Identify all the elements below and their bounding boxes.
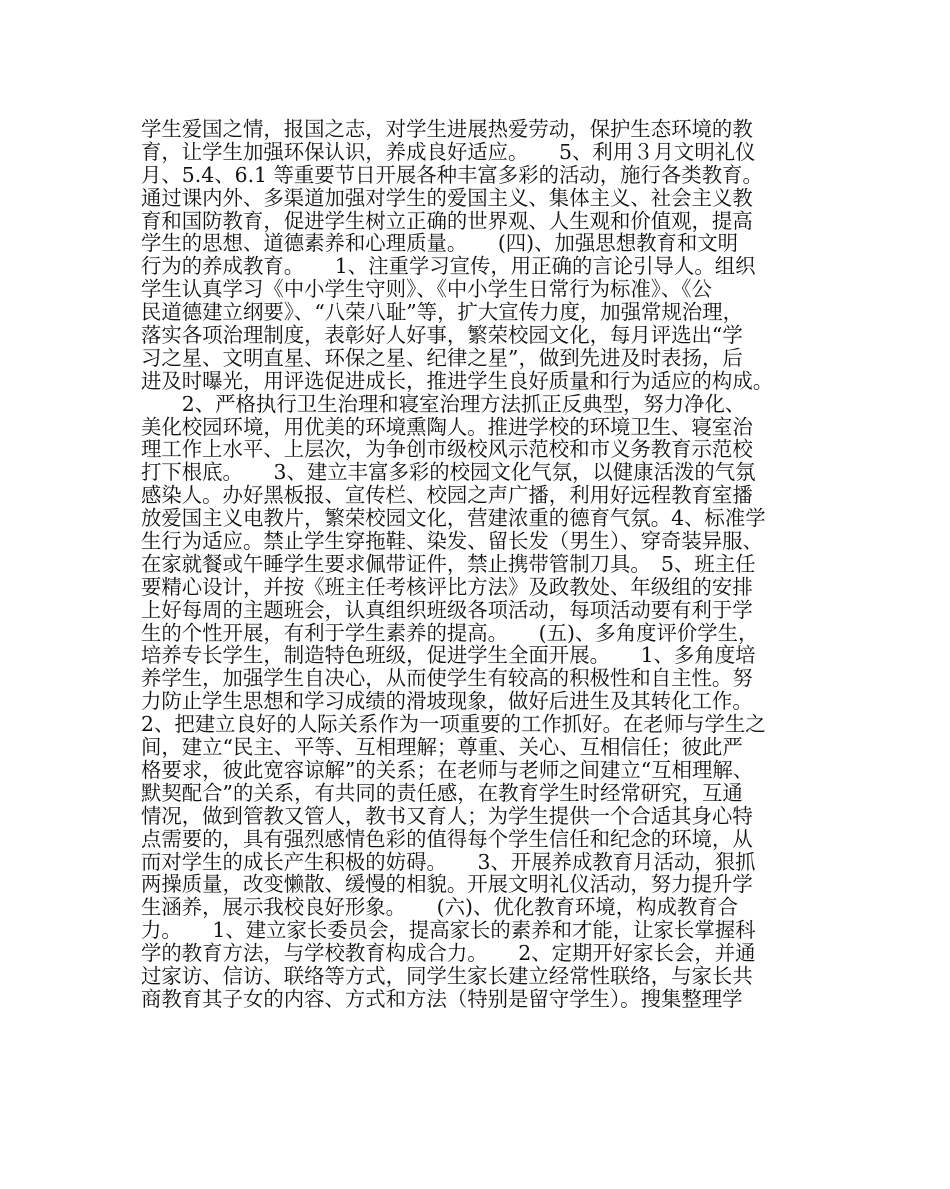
text-line: 美化校园环境，用优美的环境熏陶人。推进学校的环境卫生、寝室治 — [141, 414, 753, 439]
text-line: 2、把建立良好的人际关系作为一项重要的工作抓好。在老师与学生之 — [141, 712, 766, 737]
text-line: 默契配合”的关系，有共同的责任感，在教育学生时经常研究，互通 — [141, 780, 743, 805]
text-line: 生行为适应。禁止学生穿拖鞋、染发、留长发（男生）、穿奇装异服、 — [141, 529, 763, 554]
text-line: 育，让学生加强环保认识，养成良好适应。 5、利用３月文明礼仪 — [141, 139, 756, 164]
text-line: 培养专长学生，制造特色班级，促进学生全面开展。 1、多角度培 — [141, 643, 756, 668]
body-text — [141, 118, 813, 1011]
text-line: 力。 1、建立家长委员会，提高家长的素养和才能，让家长掌握科 — [141, 918, 756, 943]
text-line: 学的教育方法，与学校教育构成合力。 2、定期开好家长会，并通 — [141, 941, 756, 966]
text-line: 理工作上水平、上层次，为争创市级校风示范校和市义务教育示范校 — [141, 437, 753, 462]
text-line: 2、严格执行卫生治理和寝室治理方法抓正反典型，努力净化、 — [141, 391, 746, 416]
text-line: 在家就餐或午睡学生要求佩带证件，禁止携带管制刀具。 5、班主任 — [141, 551, 756, 576]
text-line: 打下根底。 3、建立丰富多彩的校园文化气氛，以健康活泼的气氛 — [141, 460, 756, 485]
text-line: 养学生，加强学生自决心，从而使学生有较高的积极性和自主性。努 — [141, 666, 753, 691]
text-line: 感染人。办好黑板报、宣传栏、校园之声广播，利用好远程教育室播 — [141, 483, 753, 508]
text-line: 学生爱国之情，报国之志，对学生进展热爱劳动，保护生态环境的教 — [141, 117, 753, 141]
text-line: 民道德建立纲要》、“八荣八耻”等，扩大宣传力度，加强常规治理， — [141, 300, 743, 325]
text-line: 月、5.4、6.1 等重要节日开展各种丰富多彩的活动，施行各类教育。 — [141, 162, 763, 187]
text-line: 要精心设计，并按《班主任考核评比方法》及政教处、年级组的安排 — [141, 574, 753, 599]
text-line: 过家访、信访、联络等方式，同学生家长建立经常性联络，与家长共 — [141, 963, 753, 988]
text-line: 而对学生的成长产生积极的妨碍。 3、开展养成教育月活动，狠抓 — [141, 849, 756, 874]
text-line: 生的个性开展，有利于学生素养的提高。 (五)、多角度评价学生， — [141, 620, 759, 645]
text-line: 上好每周的主题班会，认真组织班级各项活动，每项活动要有利于学 — [141, 597, 753, 622]
text-line: 力防止学生思想和学习成绩的滑坡现象，做好后进生及其转化工作。 — [141, 689, 753, 714]
text-line: 两操质量，改变懒散、缓慢的相貌。开展文明礼仪活动，努力提升学 — [141, 872, 753, 897]
text-line: 情况，做到管教又管人，教书又育人；为学生提供一个合适其身心特 — [141, 803, 753, 828]
text-line: 点需要的，具有强烈感情色彩的值得每个学生信任和纪念的环境，从 — [141, 826, 753, 851]
text-line: 通过课内外、多渠道加强对学生的爱国主义、集体主义、社会主义教 — [141, 185, 753, 210]
text-line: 习之星、文明直星、环保之星、纪律之星”，做到先进及时表扬，后 — [141, 345, 743, 370]
text-line: 育和国防教育，促进学生树立正确的世界观、人生观和价值观，提高 — [141, 208, 753, 233]
text-line: 生涵养，展示我校良好形象。 (六)、优化教育环境，构成教育合 — [141, 895, 739, 920]
text-line: 学生认真学习《中小学生守则》、《中小学生日常行为标准》、《公 — [141, 277, 712, 302]
text-line: 商教育其子女的内容、方式和方法（特别是留守学生）。搜集整理学 — [141, 986, 743, 1011]
text-line: 进及时曝光，用评选促进成长，推进学生良好质量和行为适应的构成。 — [141, 368, 774, 393]
text-line: 学生的思想、道德素养和心理质量。 (四)、加强思想教育和文明 — [141, 231, 739, 256]
text-line: 间，建立“民主、平等、互相理解；尊重、关心、互相信任；彼此严 — [141, 735, 743, 760]
text-line: 放爱国主义电教片，繁荣校园文化，营建浓重的德育气氛。4、标准学 — [141, 506, 766, 531]
text-line: 行为的养成教育。 1、注重学习宣传，用正确的言论引导人。组织 — [141, 254, 756, 279]
text-line: 落实各项治理制度，表彰好人好事，繁荣校园文化，每月评选出“学 — [141, 323, 743, 348]
text-line: 格要求，彼此宽容谅解”的关系；在老师与老师之间建立“互相理解、 — [141, 757, 754, 782]
